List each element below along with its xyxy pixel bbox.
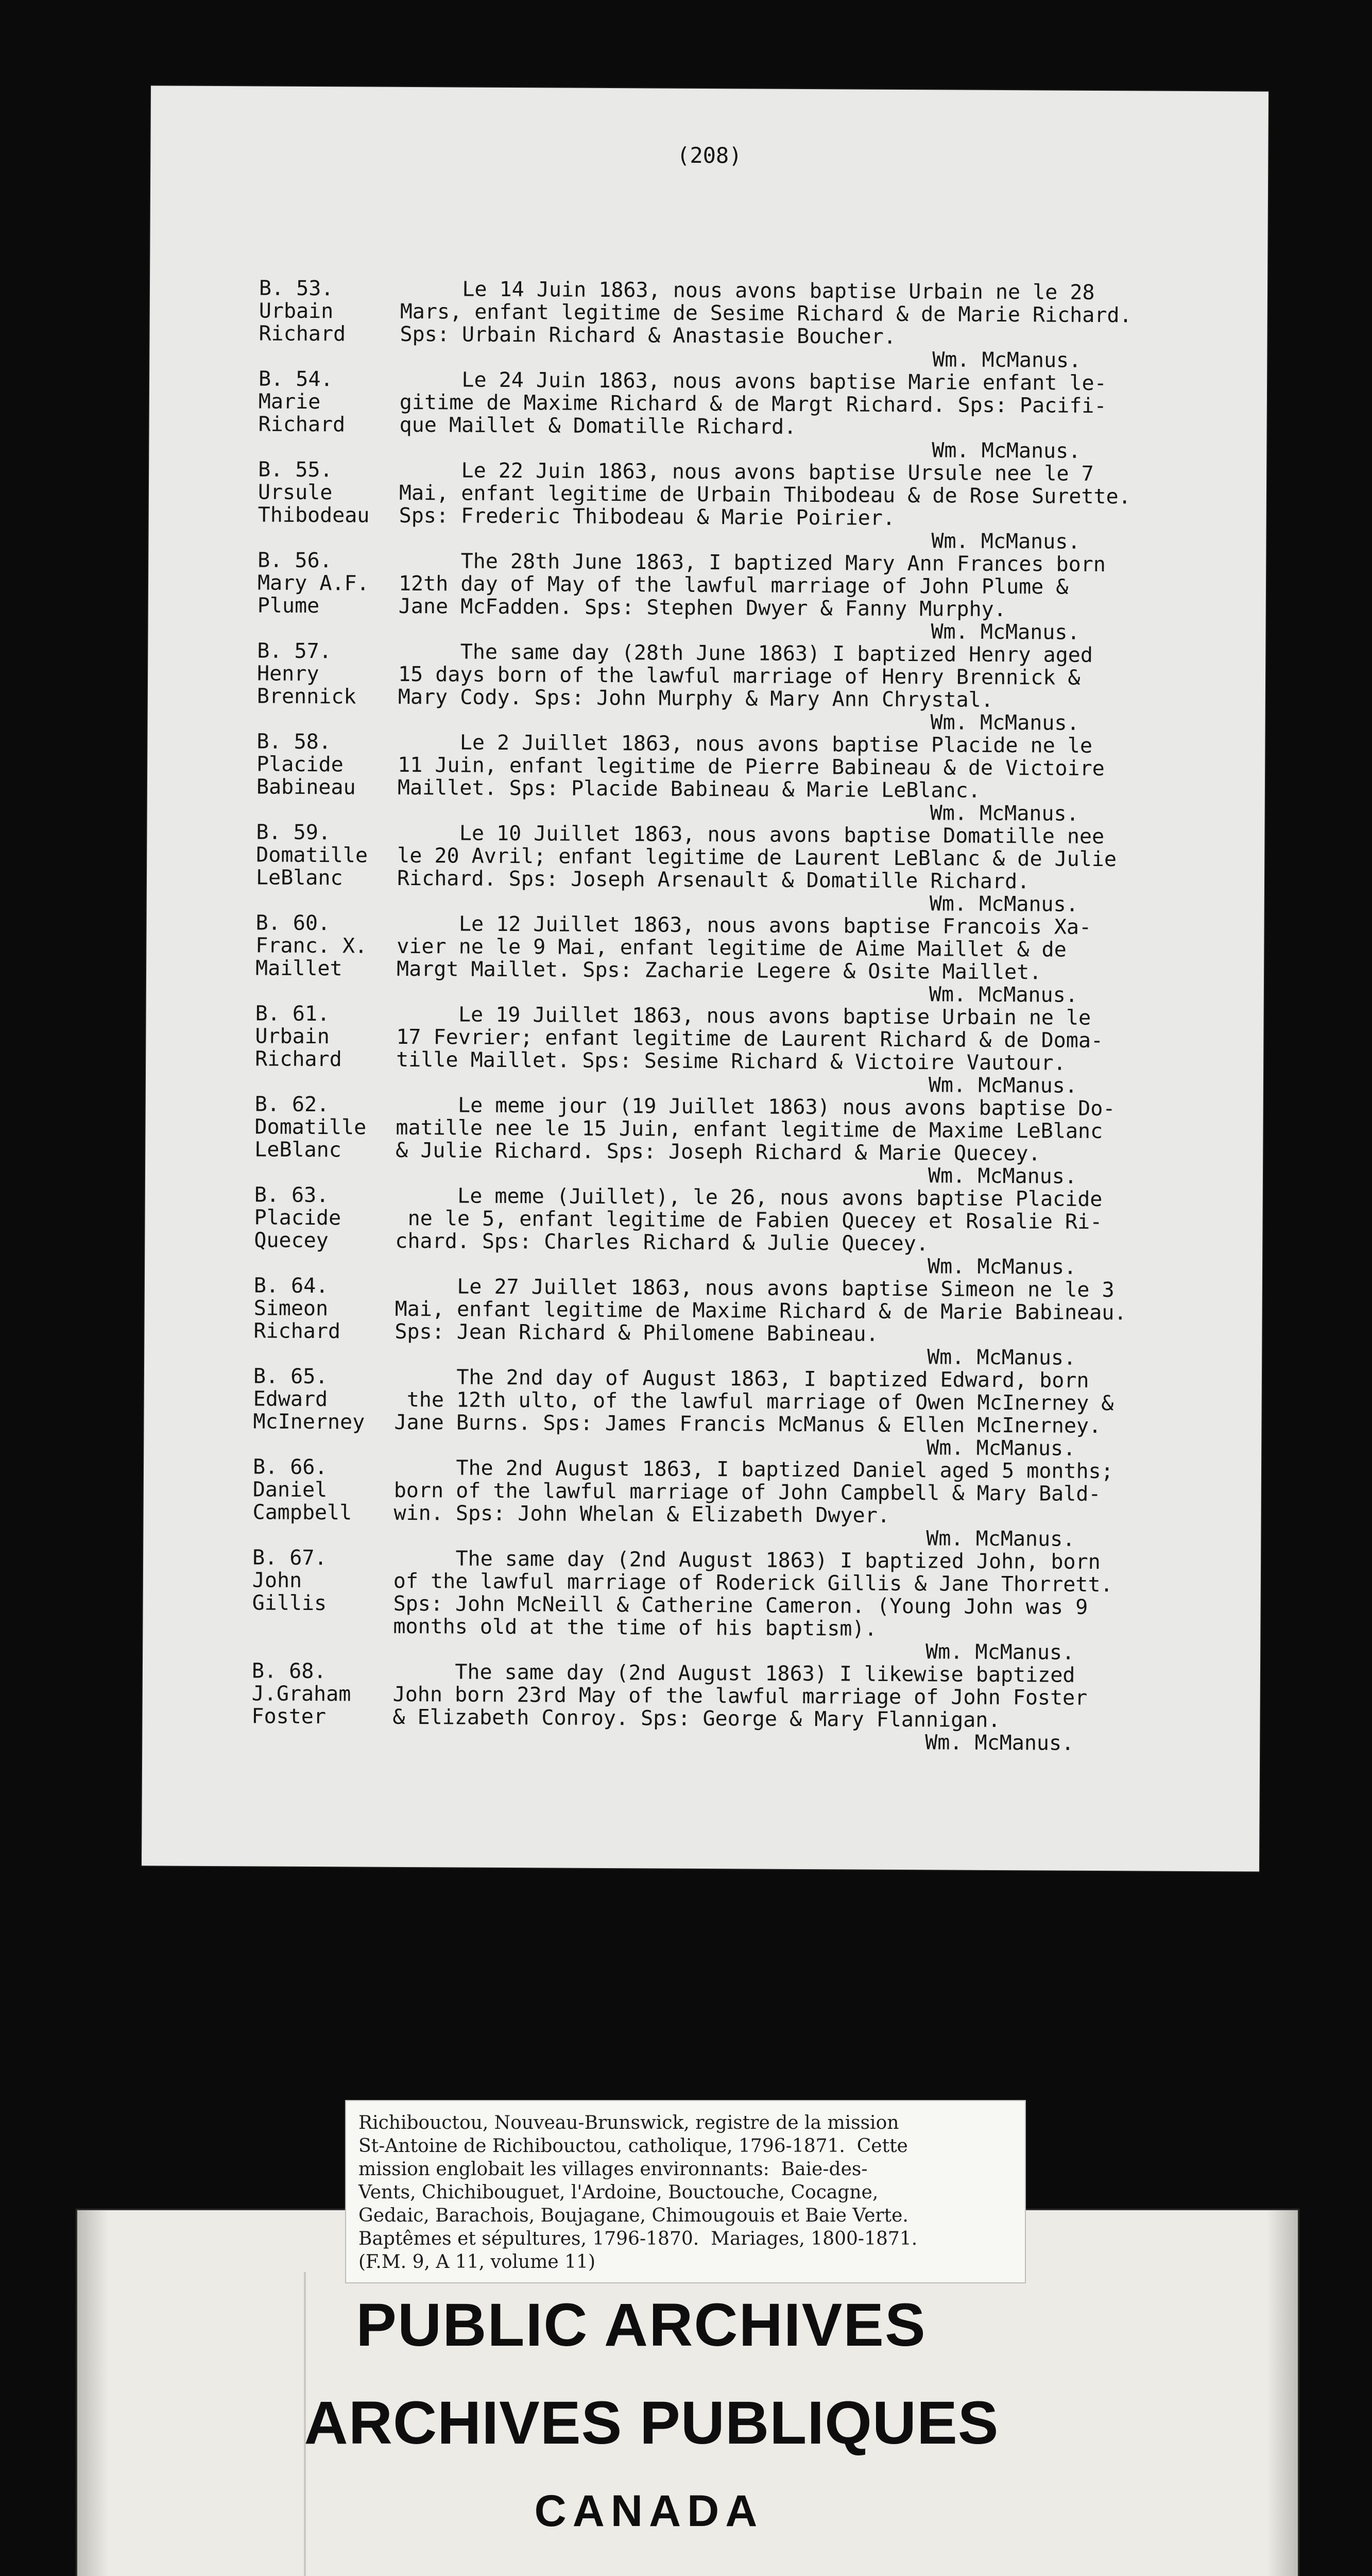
entry-margin-name: [253, 1274, 388, 1343]
card-edge-shadow: [77, 2210, 108, 2576]
entry-text: [399, 459, 1265, 532]
entry-signature: Wm. McManus.: [926, 1527, 1075, 1551]
entry-id: B. 54.: [258, 367, 333, 392]
entry-text-line: Le 24 Juin 1863, nous avons baptise Marie enfant le-: [399, 367, 1107, 396]
baptism-entry: [149, 276, 1267, 372]
entry-child-name: Urbain: [259, 299, 334, 324]
card-edge-shadow: [1267, 2210, 1298, 2576]
entry-text-line: Jane McFadden. Sps: Stephen Dwyer & Fanny Murphy.: [398, 594, 1006, 622]
entry-text-line: Jane Burns. Sps: James Francis McManus & Ellen McInerney.: [394, 1410, 1102, 1438]
entry-text-line: 17 Fevrier; enfant legitime de Laurent Richard & de Doma-: [396, 1025, 1104, 1053]
entry-text-line: Le meme (Juillet), le 26, nous avons baptise Placide: [395, 1183, 1103, 1212]
entry-text: [396, 1003, 1262, 1076]
entry-text-line: The same day (2nd August 1863) I baptized John, born: [393, 1546, 1101, 1574]
entry-text: [395, 1184, 1261, 1257]
entry-signature: Wm. McManus.: [932, 348, 1082, 372]
entry-child-name: McInerney: [253, 1410, 365, 1434]
entry-id: B. 68.: [251, 1659, 327, 1684]
entry-text-line: win. Sps: John Whelan & Elizabeth Dwyer.: [393, 1501, 890, 1528]
catalog-line: Baptêmes et sépultures, 1796-1870. Mariages, 1800-1871.: [358, 2228, 918, 2249]
baptism-entry: [146, 911, 1264, 1007]
entry-text-line: Le 2 Juillet 1863, nous avons baptise Placide ne le: [398, 730, 1093, 758]
entry-id: B. 62.: [254, 1092, 330, 1117]
entry-text-line: 11 Juin, enfant legitime de Pierre Babineau & de Victoire: [398, 753, 1105, 781]
entry-text-line: of the lawful marriage of Roderick Gillis & Jane Thorrett.: [393, 1569, 1113, 1597]
register-page: [142, 86, 1268, 1871]
entry-signature: Wm. McManus.: [929, 982, 1078, 1007]
entry-child-name: Edward: [253, 1387, 328, 1412]
entry-id: B. 55.: [258, 457, 333, 482]
entry-text-line: Le 27 Juillet 1863, nous avons baptise Simeon ne le 3: [395, 1274, 1114, 1302]
entry-text: [397, 912, 1262, 985]
entry-id: B. 61.: [255, 1002, 330, 1026]
entry-margin-name: [257, 639, 391, 708]
entry-child-name: LeBlanc: [255, 866, 343, 890]
entry-signature: Wm. McManus.: [930, 710, 1079, 735]
catalog-line: mission englobait les villages environnants: Baie-des-: [358, 2159, 868, 2180]
entry-margin-name: [256, 821, 390, 889]
baptism-entry: [143, 1455, 1261, 1551]
entry-text: [393, 1547, 1259, 1642]
entry-text: [400, 278, 1265, 350]
entry-text-line: Margt Maillet. Sps: Zacharie Legere & Osite Maillet.: [396, 957, 1042, 985]
entry-child-name: Campbell: [252, 1500, 352, 1525]
entry-child-name: Simeon: [253, 1296, 329, 1321]
entry-margin-name: [254, 1093, 389, 1161]
entry-text-line: Mai, enfant legitime de Maxime Richard & de Marie Babineau.: [395, 1297, 1127, 1325]
entry-text-line: vier ne le 9 Mai, enfant legitime de Aime Maillet & de: [397, 934, 1067, 962]
entry-text-line: Mai, enfant legitime de Urbain Thibodeau & de Rose Surette.: [399, 481, 1131, 509]
baptism-entry: [142, 1659, 1260, 1755]
entry-text-line: 15 days born of the lawful marriage of Henry Brennick &: [398, 662, 1081, 690]
entry-id: B. 60.: [255, 911, 331, 936]
entry-text: [397, 822, 1263, 894]
entry-id: B. 56.: [258, 548, 332, 573]
entry-text: [393, 1456, 1259, 1529]
entry-child-name: Maillet: [255, 956, 342, 981]
entry-child-name: John: [252, 1568, 302, 1592]
entry-child-name: Richard: [253, 1319, 341, 1344]
entry-signature: Wm. McManus.: [925, 1640, 1075, 1665]
entry-signature: Wm. McManus.: [928, 1073, 1078, 1098]
entry-child-name: Babineau: [256, 775, 356, 800]
entry-text-line: 12th day of May of the lawful marriage of John Plume &: [398, 571, 1069, 599]
archive-title-english: PUBLIC ARCHIVES: [356, 2291, 927, 2359]
entry-margin-name: [255, 911, 390, 980]
entry-text-line: Sps: Urbain Richard & Anastasie Boucher.: [400, 322, 896, 349]
entry-text-line: months old at the time of his baptism).: [393, 1614, 877, 1641]
entry-child-name: Mary A.F.: [257, 571, 369, 596]
archive-title-country: CANADA: [534, 2486, 764, 2536]
entry-child-name: Richard: [258, 412, 346, 437]
entry-margin-name: [252, 1546, 387, 1615]
entry-text-line: Sps: Jean Richard & Philomene Babineau.: [395, 1319, 879, 1346]
entry-text-line: Le 12 Juillet 1863, nous avons baptise Francois Xa-: [397, 911, 1092, 939]
entry-margin-name: [259, 277, 393, 345]
entry-signature: Wm. McManus.: [931, 529, 1081, 554]
catalog-line: St-Antoine de Richibouctou, catholique, 1796-1871. Cette: [358, 2136, 908, 2157]
entry-child-name: Henry: [256, 662, 319, 686]
baptism-entry: [147, 820, 1265, 917]
baptism-entry: [144, 1364, 1262, 1461]
entry-text-line: Sps: John McNeill & Catherine Cameron. (Young John was 9: [393, 1591, 1088, 1619]
entry-margin-name: [256, 730, 391, 799]
entry-child-name: Foster: [251, 1704, 327, 1729]
catalog-line: Gedaic, Barachois, Boujagane, Chimougouis et Baie Verte.: [358, 2205, 908, 2226]
entry-text-line: The same day (2nd August 1863) I likewise baptized: [392, 1659, 1075, 1687]
entry-text-line: matille nee le 15 Juin, enfant legitime de Maxime LeBlanc: [396, 1115, 1103, 1144]
entry-text-line: Mars, enfant legitime de Sesime Richard & de Marie Richard.: [400, 299, 1132, 328]
entry-id: B. 53.: [259, 276, 334, 301]
baptism-entry: [145, 1092, 1263, 1189]
entry-margin-name: [258, 549, 392, 617]
entry-margin-name: [251, 1659, 386, 1728]
entry-id: B. 57.: [257, 639, 332, 664]
entry-text: [392, 1660, 1258, 1733]
entry-text-line: Sps: Frederic Thibodeau & Marie Poirier.: [399, 503, 896, 530]
entry-id: B. 59.: [256, 820, 331, 845]
entry-text-line: Maillet. Sps: Placide Babineau & Marie LeBlanc.: [397, 775, 981, 803]
baptism-entry: [146, 1002, 1264, 1098]
entry-child-name: LeBlanc: [254, 1138, 341, 1162]
entry-text-line: John born 23rd May of the lawful marriage of John Foster: [392, 1682, 1088, 1710]
baptism-entries: [142, 276, 1267, 1755]
catalog-label: [346, 2101, 1025, 2282]
entry-text-line: que Maillet & Domatille Richard.: [399, 413, 797, 439]
entry-signature: Wm. McManus.: [925, 1731, 1074, 1755]
entry-child-name: Ursule: [258, 480, 333, 505]
entry-text-line: Le 10 Juillet 1863, nous avons baptise Domatille nee: [397, 821, 1105, 849]
entry-text-line: & Elizabeth Conroy. Sps: George & Mary Flannigan.: [392, 1705, 1001, 1733]
entry-margin-name: [255, 1002, 389, 1071]
entry-id: B. 65.: [253, 1364, 328, 1389]
entry-text-line: The 28th June 1863, I baptized Mary Ann Frances born: [399, 549, 1106, 577]
entry-child-name: Brennick: [256, 684, 356, 709]
entry-child-name: Placide: [256, 752, 344, 777]
baptism-entry: [144, 1274, 1262, 1370]
entry-text-line: the 12th ulto, of the lawful marriage of Owen McInerney &: [394, 1387, 1114, 1416]
entry-text-line: tille Maillet. Sps: Sesime Richard & Victoire Vautour.: [396, 1047, 1066, 1075]
entry-margin-name: [252, 1455, 387, 1524]
entry-text-line: gitime de Maxime Richard & de Margt Richard. Sps: Pacifi-: [399, 390, 1107, 418]
baptism-entry: [148, 639, 1266, 735]
catalog-line: (F.M. 9, A 11, volume 11): [358, 2251, 595, 2273]
entry-child-name: Domatille: [256, 843, 368, 868]
baptism-entry: [148, 457, 1266, 554]
entry-id: B. 67.: [252, 1546, 327, 1570]
entry-text: [396, 1094, 1261, 1166]
entry-child-name: Thibodeau: [258, 503, 370, 528]
page-number: (208): [677, 142, 742, 168]
entry-child-name: J.Graham: [251, 1682, 351, 1706]
entry-child-name: Placide: [254, 1206, 341, 1230]
entry-text-line: Richard. Sps: Joseph Arsenault & Domatille Richard.: [397, 866, 1030, 894]
entry-child-name: Urbain: [255, 1024, 330, 1049]
entry-child-name: Gillis: [252, 1591, 327, 1616]
entry-signature: Wm. McManus.: [929, 892, 1078, 917]
entry-text-line: Le meme jour (19 Juillet 1863) nous avons baptise Do-: [396, 1093, 1116, 1121]
archive-title-french: ARCHIVES PUBLIQUES: [304, 2389, 999, 2457]
entry-signature: Wm. McManus.: [927, 1436, 1076, 1461]
entry-text-line: Le 14 Juin 1863, nous avons baptise Urbain ne le 28: [400, 277, 1095, 304]
entry-child-name: Quecey: [254, 1228, 329, 1253]
entry-child-name: Daniel: [252, 1478, 328, 1502]
entry-text-line: Le 19 Juillet 1863, nous avons baptise Urbain ne le: [396, 1002, 1091, 1030]
baptism-entry: [149, 367, 1267, 463]
catalog-line: Richibouctou, Nouveau-Brunswick, registre de la mission: [358, 2112, 899, 2133]
baptism-entry: [148, 548, 1266, 645]
entry-margin-name: [254, 1183, 388, 1252]
entry-text: [399, 550, 1264, 622]
entry-text: [395, 1275, 1260, 1348]
entry-text-line: The 2nd day of August 1863, I baptized Edward, born: [394, 1365, 1089, 1393]
entry-child-name: Marie: [258, 389, 321, 414]
entry-id: B. 64.: [253, 1274, 329, 1298]
entry-id: B. 63.: [254, 1183, 329, 1208]
entry-margin-name: [253, 1365, 387, 1433]
entry-child-name: Franc. X.: [255, 934, 368, 958]
entry-signature: Wm. McManus.: [931, 620, 1080, 645]
entry-text: [398, 731, 1263, 804]
baptism-entry: [143, 1546, 1261, 1665]
entry-text-line: le 20 Avril; enfant legitime de Laurent LeBlanc & de Julie: [397, 843, 1117, 872]
entry-text-line: & Julie Richard. Sps: Joseph Richard & Marie Quecey.: [396, 1138, 1041, 1166]
entry-margin-name: [258, 458, 392, 527]
entry-text: [398, 640, 1264, 713]
entry-text-line: ne le 5, enfant legitime de Fabien Quecey et Rosalie Ri-: [395, 1206, 1103, 1234]
entry-text-line: Mary Cody. Sps: John Murphy & Mary Ann Chrystal.: [398, 685, 993, 712]
entry-child-name: Richard: [259, 321, 346, 346]
entry-margin-name: [259, 367, 393, 436]
entry-text-line: born of the lawful marriage of John Campbell & Mary Bald-: [393, 1478, 1101, 1506]
entry-signature: Wm. McManus.: [930, 801, 1079, 826]
entry-text-line: The same day (28th June 1863) I baptized Henry aged: [398, 639, 1093, 667]
entry-signature: Wm. McManus.: [927, 1255, 1077, 1279]
baptism-entry: [145, 1183, 1263, 1279]
entry-child-name: Domatille: [254, 1115, 367, 1140]
entry-signature: Wm. McManus.: [928, 1164, 1077, 1189]
entry-text: [394, 1366, 1260, 1438]
entry-id: B. 66.: [252, 1455, 328, 1480]
entry-signature: Wm. McManus.: [932, 438, 1081, 463]
entry-child-name: Richard: [255, 1047, 342, 1072]
entry-signature: Wm. McManus.: [927, 1345, 1076, 1370]
entry-text: [400, 368, 1265, 441]
catalog-line: Vents, Chichibouguet, l'Ardoine, Bouctouche, Cocagne,: [358, 2182, 879, 2203]
entry-text-line: chard. Sps: Charles Richard & Julie Quecey.: [395, 1229, 929, 1256]
entry-id: B. 58.: [256, 730, 332, 754]
entry-child-name: Plume: [257, 594, 320, 618]
baptism-entry: [147, 730, 1265, 826]
entry-text-line: Le 22 Juin 1863, nous avons baptise Ursule nee le 7: [399, 458, 1094, 486]
entry-text-line: The 2nd August 1863, I baptized Daniel aged 5 months;: [393, 1455, 1113, 1484]
